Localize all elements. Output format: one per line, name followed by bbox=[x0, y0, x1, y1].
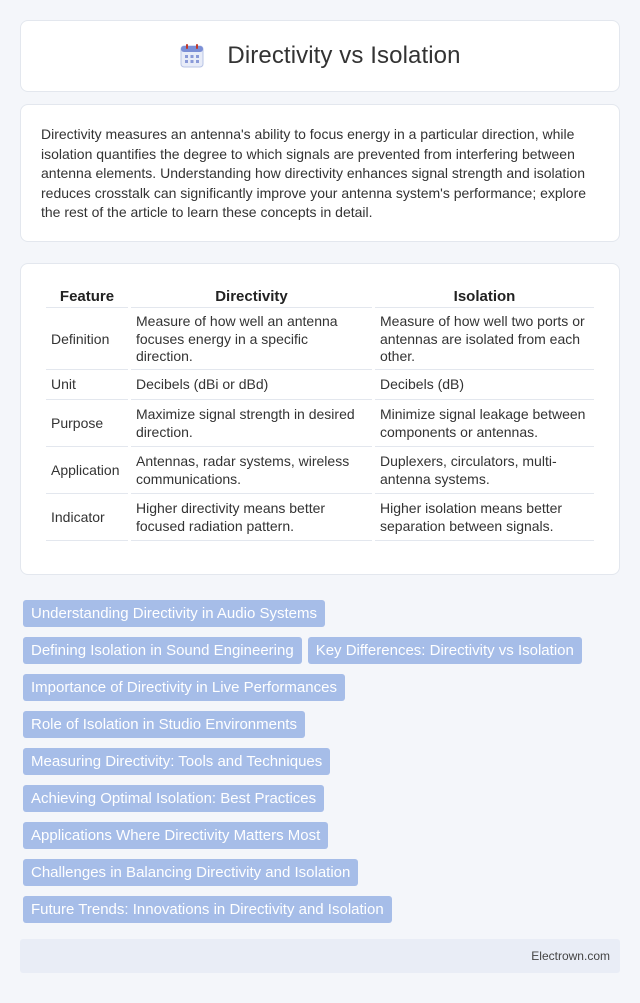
cell-directivity: Higher directivity means better focused radiation pattern. bbox=[131, 496, 372, 541]
table-row bbox=[46, 310, 594, 370]
comparison-table-card bbox=[20, 263, 620, 575]
cell-directivity: Decibels (dBi or dBd) bbox=[131, 372, 372, 400]
calendar-grid-icon bbox=[179, 43, 205, 69]
topic-tag[interactable]: Importance of Directivity in Live Performances bbox=[23, 674, 345, 701]
table-row bbox=[46, 449, 594, 494]
cell-feature: Purpose bbox=[46, 402, 128, 447]
topic-tag[interactable]: Defining Isolation in Sound Engineering bbox=[23, 637, 302, 664]
topic-tag[interactable]: Applications Where Directivity Matters Most bbox=[23, 822, 328, 849]
cell-directivity: Measure of how well an antenna focuses energy in a specific direction. bbox=[131, 310, 372, 370]
comparison-table bbox=[43, 284, 597, 543]
cell-isolation: Higher isolation means better separation between signals. bbox=[375, 496, 594, 541]
topic-tag[interactable]: Measuring Directivity: Tools and Techniques bbox=[23, 748, 330, 775]
table-row bbox=[46, 402, 594, 447]
page-title: Directivity vs Isolation bbox=[227, 42, 461, 69]
intro-section bbox=[20, 104, 620, 242]
header-isolation: Isolation bbox=[375, 286, 594, 308]
cell-feature: Application bbox=[46, 449, 128, 494]
cell-feature: Indicator bbox=[46, 496, 128, 541]
topic-tag[interactable]: Future Trends: Innovations in Directivity and Isolation bbox=[23, 896, 392, 923]
cell-directivity: Antennas, radar systems, wireless communications. bbox=[131, 449, 372, 494]
cell-isolation: Duplexers, circulators, multi-antenna systems. bbox=[375, 449, 594, 494]
header-directivity: Directivity bbox=[131, 286, 372, 308]
topic-tag[interactable]: Role of Isolation in Studio Environments bbox=[23, 711, 305, 738]
page-footer bbox=[20, 939, 620, 973]
topic-tag[interactable]: Key Differences: Directivity vs Isolation bbox=[308, 637, 582, 664]
table-row bbox=[46, 372, 594, 400]
header-feature: Feature bbox=[46, 286, 128, 308]
cell-isolation: Measure of how well two ports or antennas are isolated from each other. bbox=[375, 310, 594, 370]
page-header bbox=[20, 20, 620, 92]
cell-feature: Definition bbox=[46, 310, 128, 370]
cell-isolation: Decibels (dB) bbox=[375, 372, 594, 400]
cell-feature: Unit bbox=[46, 372, 128, 400]
cell-directivity: Maximize signal strength in desired direction. bbox=[131, 402, 372, 447]
table-header-row bbox=[46, 286, 594, 308]
cell-isolation: Minimize signal leakage between components or antennas. bbox=[375, 402, 594, 447]
footer-site-name: Electrown.com bbox=[531, 949, 610, 963]
topic-tag[interactable]: Achieving Optimal Isolation: Best Practices bbox=[23, 785, 324, 812]
topic-tag[interactable]: Challenges in Balancing Directivity and Isolation bbox=[23, 859, 358, 886]
intro-text: Directivity measures an antenna's ability to focus energy in a particular direction, while isolation quantifies the degree to which signals are prevented from interfering between antenna elements. Understanding how directivity enhances signal strength and isolation reduces crosstalk can significantly improve your antenna system's performance; explore the rest of the article to learn these concepts in detail. bbox=[41, 126, 587, 221]
table-row bbox=[46, 496, 594, 541]
topic-tags bbox=[23, 600, 623, 933]
topic-tag[interactable]: Understanding Directivity in Audio Systems bbox=[23, 600, 325, 627]
